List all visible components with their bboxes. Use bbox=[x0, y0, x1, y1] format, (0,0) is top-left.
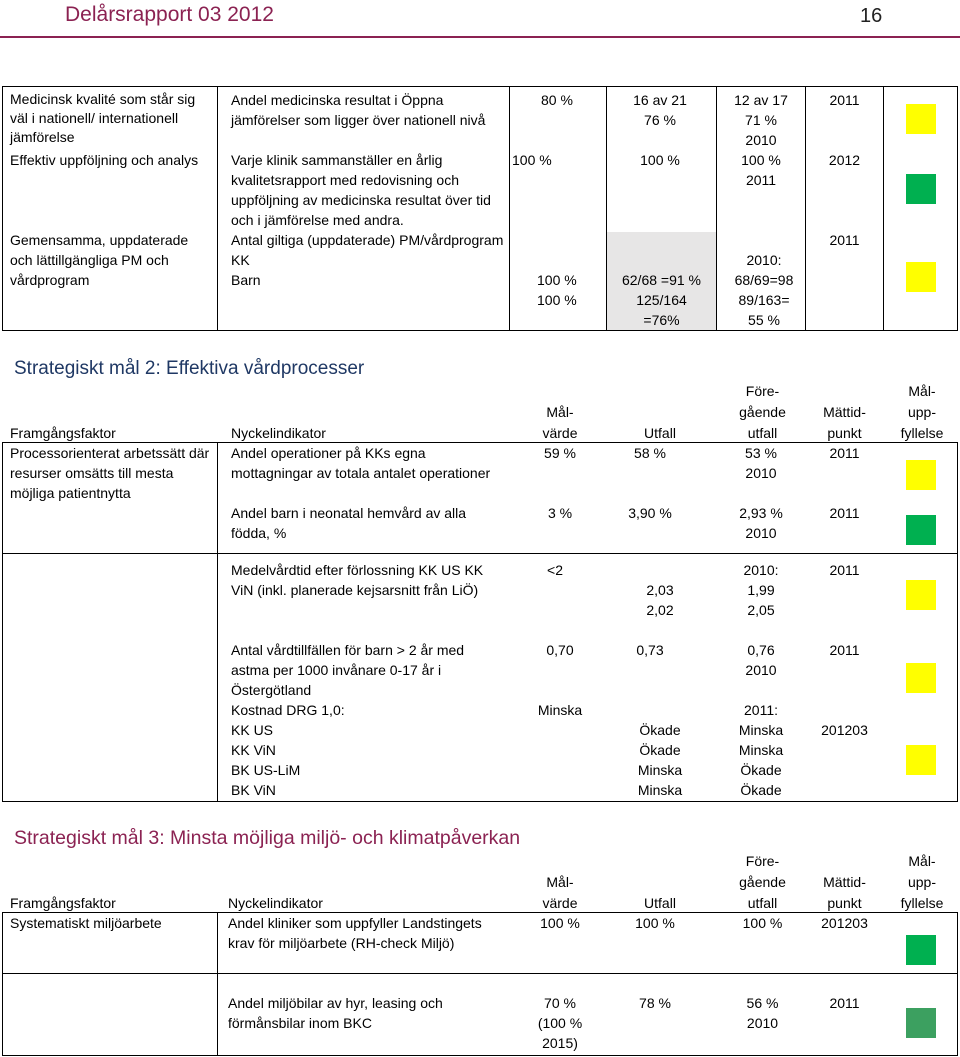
outcome-value: 62/68 =91 % 125/164 =76% bbox=[621, 272, 701, 328]
col-header-measure: Mättid- punkt bbox=[823, 874, 866, 911]
indicator-text: Medelvårdtid efter förlossning KK US KK ViN (inkl. planerade kejsarsnitt från LiÖ) bbox=[231, 562, 484, 598]
indicator-text: Andel operationer på KKs egna mottagningar av totala antalet operationer bbox=[231, 445, 491, 481]
indicator-text: Andel kliniker som uppfyller Landstingets krav för miljöarbete (RH-check Miljö) bbox=[228, 915, 482, 951]
previous-outcome: 2010: 68/69=98 89/163= 55 % bbox=[734, 252, 794, 328]
status-green-indicator bbox=[906, 1008, 936, 1038]
outcome-value: 0,73 bbox=[636, 642, 664, 658]
page-number: 16 bbox=[860, 5, 883, 27]
previous-outcome: 56 % 2010 bbox=[746, 995, 779, 1031]
outcome-value: 16 av 21 76 % bbox=[633, 92, 687, 128]
indicator-text: Andel miljöbilar av hyr, leasing och förmånsbilar inom BKC bbox=[228, 995, 443, 1031]
previous-outcome: 0,76 2010 bbox=[745, 642, 777, 678]
header-rule bbox=[0, 36, 960, 38]
section-3-title: Strategiskt mål 3: Minsta möjliga miljö- och klimatpåverkan bbox=[14, 827, 521, 849]
measure-time: 2011 bbox=[829, 445, 860, 461]
document-title: Delårsrapport 03 2012 bbox=[65, 3, 274, 26]
previous-outcome: 2010: 1,99 2,05 bbox=[743, 562, 779, 618]
col-header-previous: Före- gående utfall bbox=[739, 853, 786, 911]
factor-text: Systematiskt miljöarbete bbox=[10, 915, 162, 931]
col-header-factor: Framgångsfaktor bbox=[10, 895, 116, 911]
indicator-text: Antal vårdtillfällen för barn > 2 år med astma per 1000 invånare 0-17 år i Östergötland bbox=[231, 642, 465, 698]
status-yellow-indicator bbox=[906, 580, 936, 610]
previous-outcome: 100 % bbox=[742, 915, 783, 931]
factor-text: Processorienterat arbetssätt där resurser omsätts till mesta möjliga patientnytta bbox=[10, 445, 210, 501]
factor-text: Gemensamma, uppdaterade och lättillgängliga PM och vårdprogram bbox=[10, 232, 189, 288]
section-2-title: Strategiskt mål 2: Effektiva vårdprocesser bbox=[14, 358, 365, 379]
measure-time: 2011 bbox=[829, 92, 860, 108]
target-value: 100 % bbox=[512, 152, 552, 168]
col-header-outcome: Utfall bbox=[644, 425, 676, 441]
target-value: 59 % bbox=[544, 445, 576, 461]
status-yellow-indicator bbox=[906, 104, 936, 134]
previous-outcome: 2011: Minska Minska Ökade Ökade bbox=[738, 702, 784, 798]
status-yellow-indicator bbox=[906, 460, 936, 490]
measure-time: 2011 bbox=[829, 505, 860, 521]
target-value: 100 % bbox=[540, 915, 580, 931]
factor-text: Effektiv uppföljning och analys bbox=[10, 152, 199, 168]
indicator-text: Antal giltiga (uppdaterade) PM/vårdprogram KK Barn bbox=[231, 232, 504, 288]
outcome-value: 3,90 % bbox=[628, 505, 672, 521]
outcome-value: 100 % bbox=[635, 915, 675, 931]
target-value: 80 % bbox=[541, 92, 573, 108]
outcome-value: 78 % bbox=[639, 995, 671, 1011]
target-value: 3 % bbox=[547, 505, 573, 521]
status-yellow-indicator bbox=[906, 262, 936, 292]
col-header-outcome: Utfall bbox=[644, 895, 676, 911]
outcome-value: 58 % bbox=[634, 445, 666, 461]
col-header-fulfilment: Mål- upp- fyllelse bbox=[900, 383, 944, 441]
outcome-value: Ökade Ökade Minska Minska bbox=[637, 722, 683, 798]
target-value: <2 bbox=[547, 562, 563, 578]
status-yellow-indicator bbox=[906, 745, 936, 775]
measure-time: 2011 bbox=[829, 232, 860, 248]
previous-outcome: 2,93 % 2010 bbox=[739, 505, 783, 541]
col-header-measure: Mättid- punkt bbox=[823, 404, 866, 441]
col-header-indicator: Nyckelindikator bbox=[231, 425, 326, 441]
previous-outcome: 100 % 2011 bbox=[741, 152, 781, 188]
indicator-text: Andel medicinska resultat i Öppna jämförelser som ligger över nationell nivå bbox=[231, 92, 486, 128]
indicator-text: Varje klinik sammanställer en årlig kvalitetsrapport med redovisning och uppföljning av medicinska resultat över tid och i jämförelse med andra. bbox=[231, 152, 491, 228]
measure-time: 201203 bbox=[821, 722, 868, 738]
target-value: Minska bbox=[537, 702, 583, 718]
col-header-factor: Framgångsfaktor bbox=[10, 425, 116, 441]
measure-time: 2011 bbox=[829, 995, 860, 1011]
col-header-target: Mål- värde bbox=[542, 874, 578, 911]
outcome-value: 2,03 2,02 bbox=[646, 582, 674, 618]
col-header-indicator: Nyckelindikator bbox=[228, 895, 323, 911]
target-value: 100 % 100 % bbox=[537, 272, 577, 308]
previous-outcome: 53 % 2010 bbox=[745, 445, 777, 481]
indicator-text: Kostnad DRG 1,0: KK US KK ViN BK US-LiM BK ViN bbox=[231, 702, 345, 798]
outcome-value: 100 % bbox=[640, 152, 680, 168]
target-value: 0,70 bbox=[546, 642, 574, 658]
previous-outcome: 12 av 17 71 % 2010 bbox=[734, 92, 788, 148]
measure-time: 201203 bbox=[821, 915, 868, 931]
status-green-indicator bbox=[906, 515, 936, 545]
measure-time: 2011 bbox=[829, 562, 860, 578]
col-header-fulfilment: Mål- upp- fyllelse bbox=[900, 853, 944, 911]
indicator-text: Andel barn i neonatal hemvård av alla födda, % bbox=[231, 505, 467, 541]
status-green-indicator bbox=[906, 935, 936, 965]
status-green-indicator bbox=[906, 174, 936, 204]
measure-time: 2011 bbox=[829, 642, 860, 658]
status-yellow-indicator bbox=[906, 663, 936, 693]
factor-text: Medicinsk kvalité som står sig väl i nationell/ internationell jämförelse bbox=[10, 91, 196, 145]
col-header-target: Mål- värde bbox=[542, 404, 578, 441]
col-header-previous: Före- gående utfall bbox=[739, 383, 786, 441]
target-value: 70 % (100 % 2015) bbox=[537, 995, 583, 1051]
measure-time: 2012 bbox=[828, 152, 861, 168]
